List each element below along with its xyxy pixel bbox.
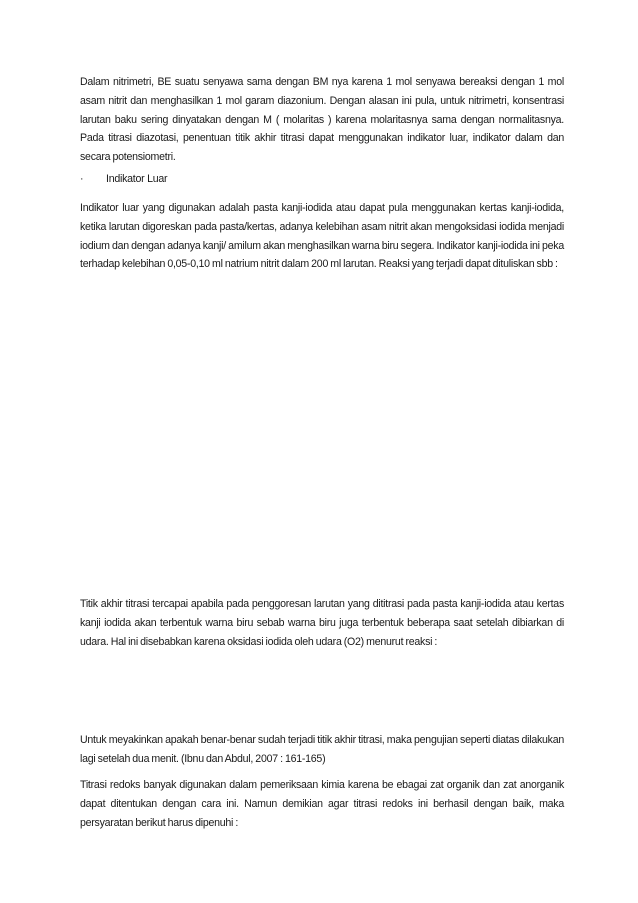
paragraph-nitrimetri-intro: Dalam nitrimetri, BE suatu senyawa sama dengan BM nya karena 1 mol senyawa bereaksi dengan 1 mol asam nitrit dan menghasilkan 1 mol garam diazonium. Dengan alasan ini pula, untuk nitrimetri, konsentrasi larutan baku sering dinyatakan dengan M ( molaritas ) karena molaritasnya sama dengan normalitasnya. Pada titrasi diazotasi, penentuan titik akhir titrasi dapat menggunakan indikator luar, indikator dalam dan secara potensiometri. — [80, 76, 564, 164]
paragraph-pengujian: Untuk meyakinkan apakah benar-benar sudah terjadi titik akhir titrasi, maka pengujian seperti diatas dilakukan lagi setelah dua menit. (Ibnu dan Abdul, 2007 : 161-165) — [80, 734, 564, 765]
bullet-item-indikator-luar — [80, 170, 564, 189]
bullet-dot-icon: · — [80, 173, 84, 185]
paragraph-indikator-luar: Indikator luar yang digunakan adalah pasta kanji-iodida atau dapat pula menggunakan kertas kanji-iodida, ketika larutan digoreskan pada pasta/kertas, adanya kelebihan asam nitrit akan mengoksidasi iodida menjadi iodium dan dengan adanya kanji/ amilum akan menghasilkan warna biru segera. Indikator kanji-iodida ini peka terhadap kelebihan 0,05-0,10 ml natrium nitrit dalam 200 ml larutan. Reaksi yang terjadi dapat dituliskan sbb : — [80, 202, 564, 271]
paragraph-titik-akhir: Titik akhir titrasi tercapai apabila pada penggoresan larutan yang dititrasi pada pasta kanji-iodida atau kertas kanji iodida akan terbentuk warna biru sebab warna biru juga terbentuk beberapa saat setelah dibiarkan di udara. Hal ini disebabkan karena oksidasi iodida oleh udara (O2) menurut reaksi : — [80, 598, 564, 648]
bullet-heading: Indikator Luar — [106, 173, 168, 185]
paragraph-titrasi-redoks: Titrasi redoks banyak digunakan dalam pemeriksaan kimia karena be ebagai zat organik dan zat anorganik dapat ditentukan dengan cara ini. Namun demikian agar titrasi redoks ini berhasil dengan baik, maka persyaratan berikut harus dipenuhi : — [80, 779, 564, 829]
